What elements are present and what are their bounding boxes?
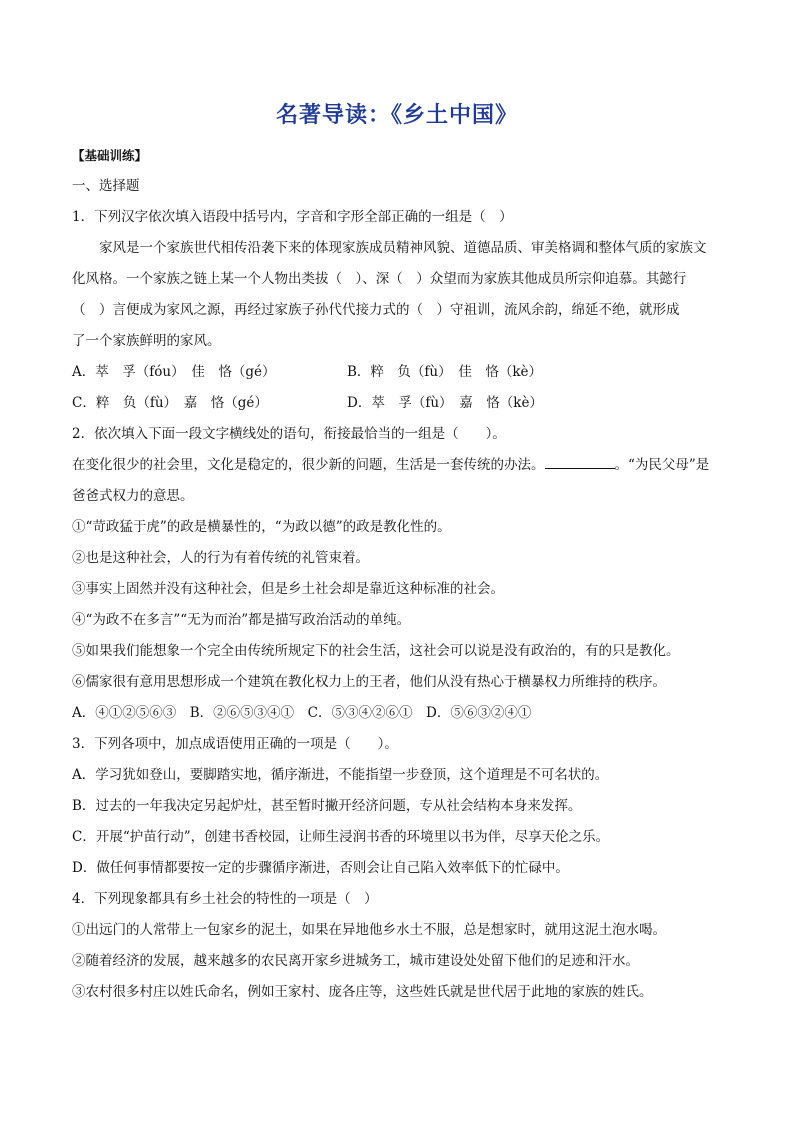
q1-passage-line-4: 了一个家族鲜明的家风。 <box>72 333 221 349</box>
q2-blank <box>545 454 615 469</box>
q2-sentence-6: ⑥儒家很有意用思想形成一个建筑在教化权力上的王者，他们从没有热心于横暴权力所维持的秩序。 <box>72 674 666 690</box>
section-label: 【基础训练】 <box>72 148 148 163</box>
q1-options-row-1 <box>72 357 724 388</box>
q1-passage-line-2: 化风格。一个家族之链上某一个人物出类拔（ ）、深（ ）众望而为家族其他成员所宗仰追慕。其懿行 <box>72 271 687 287</box>
q2-sentence-1: ①“苛政猛于虎”的政是横暴性的，“为政以德”的政是教化性的。 <box>72 519 451 535</box>
page-title: 名著导读：《乡土中国》 <box>275 103 518 128</box>
part-heading: 一、选择题 <box>72 178 140 194</box>
document-body <box>72 140 724 1008</box>
q1-passage-line-1: 家风是一个家族世代相传沿袭下来的体现家族成员精神风貌、道德品质、审美格调和整体气质的家族文 <box>99 240 707 256</box>
q1-option-b: B．粹 负（fù） 佳 恪（kè） <box>347 364 543 380</box>
q3-stem: 3．下列各项中，加点成语使用正确的一项是（ ）。 <box>72 736 398 752</box>
q2-sentence-5: ⑤如果我们能想象一个完全由传统所规定下的社会生活，这社会可以说是没有政治的，有的只是教化。 <box>72 643 680 659</box>
q2-text-line-2: 爸爸式权力的意思。 <box>72 488 194 504</box>
q4-statement-1: ①出远门的人常带上一包家乡的泥土，如果在异地他乡水土不服，总是想家时，就用这泥土泡水喝。 <box>72 922 666 938</box>
q3-option-d: D．做任何事情都要按一定的步骤循序渐进，否则会让自己陷入效率低下的忙碌中。 <box>72 860 569 876</box>
q1-option-a: A．萃 孚（fóu） 佳 恪（gé） <box>72 364 276 380</box>
q2-sentence-2: ②也是这种社会，人的行为有着传统的礼管束着。 <box>72 550 369 566</box>
q1-option-c: C．粹 负（fù） 嘉 恪（gé） <box>72 395 268 411</box>
q4-statement-2: ②随着经济的发展，越来越多的农民离开家乡进城务工，城市建设处处留下他们的足迹和汗水。 <box>72 953 639 969</box>
q4-statement-3: ③农村很多村庄以姓氏命名，例如王家村、庞各庄等，这些姓氏就是世代居于此地的家族的姓氏。 <box>72 984 653 1000</box>
q2-sentence-3: ③事实上固然并没有这种社会，但是乡土社会却是靠近这种标准的社会。 <box>72 581 504 597</box>
q1-passage-line-3: （ ）言便成为家风之源，再经过家族子孙代代接力式的（ ）守祖训，流风余韵，绵延不绝，就形成 <box>72 302 680 318</box>
q3-option-b: B．过去的一年我决定另起炉灶，甚至暂时撇开经济问题，专从社会结构本身来发挥。 <box>72 798 582 814</box>
q4-stem: 4．下列现象都具有乡土社会的特性的一项是（ ） <box>72 891 378 907</box>
q2-text-line-1 <box>72 450 724 481</box>
q2-text-a: 在变化很少的社会里，文化是稳定的，很少新的问题，生活是一套传统的办法。 <box>72 457 545 473</box>
q1-stem: 1．下列汉字依次填入语段中括号内，字音和字形全部正确的一组是（ ） <box>72 209 513 225</box>
q1-options-row-2 <box>72 388 724 419</box>
q2-text-b: 。“为民父母”是 <box>614 457 710 473</box>
q1-option-d: D．萃 孚（fù） 嘉 恪（kè） <box>347 395 543 411</box>
q2-stem: 2．依次填入下面一段文字横线处的语句，衔接最恰当的一组是（ ）。 <box>72 426 506 442</box>
q3-option-a: A．学习犹如登山，要脚踏实地，循序渐进，不能指望一步登顶，这个道理是不可名状的。 <box>72 767 609 783</box>
q2-sentence-4: ④“为政不在多言”“无为而治”都是描写政治活动的单纯。 <box>72 612 411 628</box>
q3-option-c: C．开展“护苗行动”，创建书香校园，让师生浸润书香的环境里以书为伴，尽享天伦之乐。 <box>72 829 610 845</box>
q2-options: A．④①②⑤⑥③ B．②⑥⑤③④① C．⑤③④②⑥① D．⑤⑥③②④① <box>72 705 532 721</box>
